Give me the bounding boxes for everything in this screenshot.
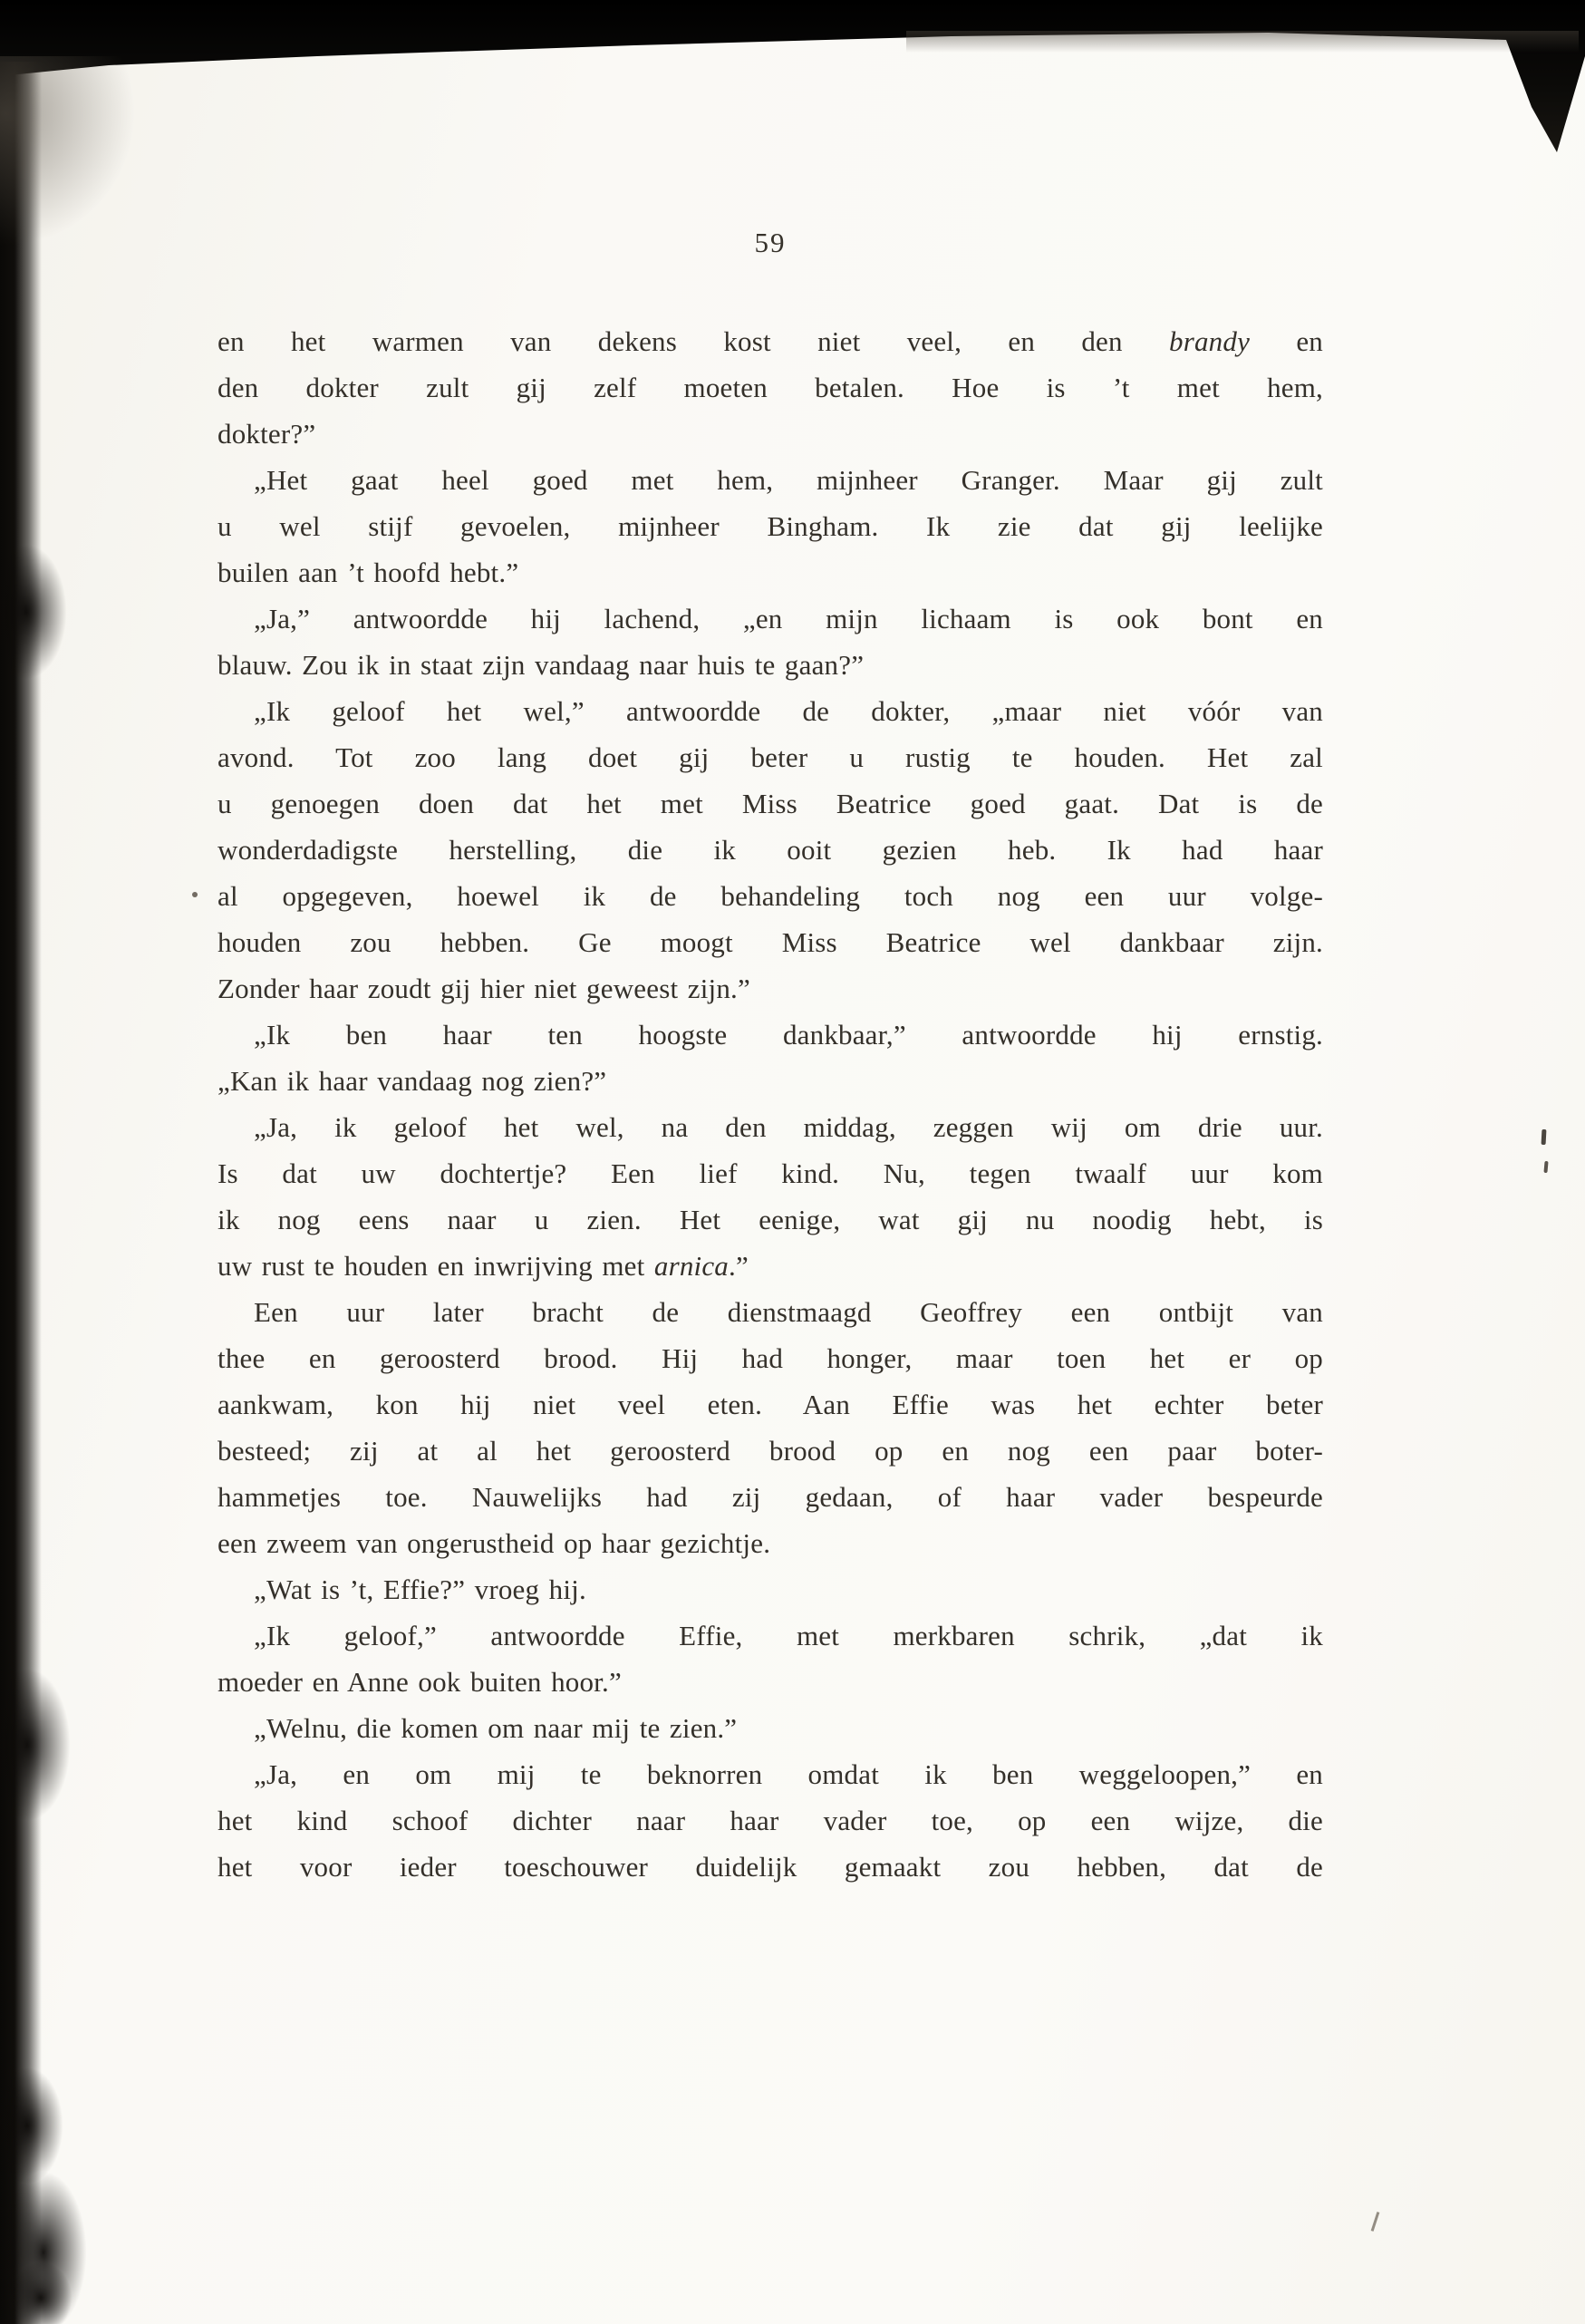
text-segment: wonderdadigste herstelling, die ik ooit gezien heb. Ik had haar [217,834,1323,866]
text-line [217,318,1323,364]
text-line [217,411,1323,457]
text-line [217,1751,1323,1797]
page-number: 59 [754,227,787,258]
text-segment: „Wat is ’t, Effie?” vroeg hij. [254,1574,586,1605]
text-line [217,1243,1323,1289]
page-text [217,318,1323,1890]
paragraph [217,1289,1323,1566]
text-line [217,1289,1323,1335]
text-segment: uw rust te houden en inwrijving met [217,1250,654,1282]
text-line [217,919,1323,965]
text-segment: „Het gaat heel goed met hem, mijnheer Granger. Maar gij zult [254,464,1323,496]
ink-speck [192,892,198,897]
text-line [217,780,1323,827]
paragraph [217,1751,1323,1890]
text-segment: Is dat uw dochtertje? Een lief kind. Nu, tegen twaalf uur kom [217,1157,1323,1189]
paragraph [217,1104,1323,1289]
scan-artifact [0,544,67,680]
text-segment: u genoegen doen dat het met Miss Beatrice goed gaat. Dat is de [217,788,1323,819]
text-segment: al opgegeven, hoewel ik de behandeling toch nog een uur volge- [217,880,1323,912]
text-line [217,1058,1323,1104]
ink-speck [1543,1161,1548,1173]
text-line [217,364,1323,411]
italic-text: brandy [1169,325,1251,357]
text-segment: dokter?” [217,418,316,450]
italic-text: arnica [653,1250,730,1282]
scan-artifact [9,2261,72,2324]
text-line [217,965,1323,1012]
text-segment: „Ik geloof het wel,” antwoordde de dokter, „maar niet vóór van [254,695,1323,727]
text-segment: thee en geroosterd brood. Hij had honger, maar toen het er op [217,1342,1323,1374]
text-segment: „Ja, en om mij te beknorren omdat ik ben weggeloopen,” en [254,1758,1323,1790]
text-line [217,642,1323,688]
text-segment: „Ja,” antwoordde hij lachend, „en mijn lichaam is ook bont en [254,603,1323,634]
text-segment: avond. Tot zoo lang doet gij beter u rustig te houden. Het zal [217,741,1323,773]
text-line [217,1381,1323,1428]
paragraph [217,1012,1323,1104]
text-line [217,827,1323,873]
text-line [217,1659,1323,1705]
text-segment: den dokter zult gij zelf moeten betalen. Hoe is ’t met hem, [217,372,1323,403]
text-segment: blauw. Zou ik in staat zijn vandaag naar huis te gaan?” [217,649,865,681]
text-line [217,503,1323,549]
text-segment: „Welnu, die komen om naar mij te zien.” [254,1712,738,1744]
text-segment: moeder en Anne ook buiten hoor.” [217,1666,622,1698]
text-segment: besteed; zij at al het geroosterd brood op en nog een paar boter- [217,1435,1323,1467]
text-segment: het kind schoof dichter naar haar vader toe, op een wijze, die [217,1805,1323,1836]
text-segment: „Ik ben haar ten hoogste dankbaar,” antwoordde hij ernstig. [254,1019,1323,1051]
text-segment: „Kan ik haar vandaag nog zien?” [217,1065,607,1097]
text-segment: builen aan ’t hoofd hebt.” [217,557,519,588]
text-line [217,734,1323,780]
text-segment: houden zou hebben. Ge moogt Miss Beatrice wel dankbaar zijn. [217,926,1323,958]
text-segment: Zonder haar zoudt gij hier niet geweest zijn.” [217,973,750,1004]
paragraph [217,1612,1323,1705]
text-segment: en [1250,325,1323,357]
text-segment: „Ja, ik geloof het wel, na den middag, zeggen wij om drie uur. [254,1111,1323,1143]
text-segment: een zweem van ongerustheid op haar gezichtje. [217,1527,771,1559]
text-line [217,1150,1323,1196]
text-line [217,457,1323,503]
scan-artifact [0,2067,63,2184]
scan-edge-left [0,62,42,2324]
text-segment: hammetjes toe. Nauwelijks had zij gedaan, of haar vader bespeurde [217,1481,1323,1513]
scan-smudge-top-left [0,56,136,247]
text-line [217,1428,1323,1474]
text-segment: u wel stijf gevoelen, mijnheer Bingham. Ik zie dat gij leelijke [217,510,1323,542]
text-line [217,688,1323,734]
paragraph [217,688,1323,1012]
text-line [217,1844,1323,1890]
text-line [217,596,1323,642]
text-line [217,1705,1323,1751]
text-segment: aankwam, kon hij niet veel eten. Aan Effie was het echter beter [217,1389,1323,1420]
text-segment: Een uur later bracht de dienstmaagd Geoffrey een ontbijt van [254,1296,1323,1328]
paragraph [217,1705,1323,1751]
text-line [217,1520,1323,1566]
paragraph [217,596,1323,688]
text-line [217,1566,1323,1612]
text-line [217,549,1323,596]
text-line [217,1335,1323,1381]
ink-speck [1371,2212,1380,2232]
text-line [217,1797,1323,1844]
text-line [217,1012,1323,1058]
ink-speck [1542,1129,1547,1145]
text-segment: „Ik geloof,” antwoordde Effie, met merkbaren schrik, „dat ik [254,1620,1323,1651]
paragraph [217,1566,1323,1612]
paragraph [217,457,1323,596]
text-line [217,873,1323,919]
text-segment: het voor ieder toeschouwer duidelijk gemaakt zou hebben, dat de [217,1851,1323,1883]
text-line [217,1104,1323,1150]
scan-edge-top [0,0,1585,163]
paragraph [217,318,1323,457]
text-segment: ik nog eens naar u zien. Het eenige, wat gij nu noodig hebt, is [217,1204,1323,1235]
text-segment: .” [729,1250,749,1282]
scan-artifact [0,1668,71,1822]
text-line [217,1474,1323,1520]
text-line [217,1196,1323,1243]
text-line [217,1612,1323,1659]
text-segment: en het warmen van dekens kost niet veel, en den [217,325,1169,357]
scan-shadow-top-right [906,31,1579,53]
